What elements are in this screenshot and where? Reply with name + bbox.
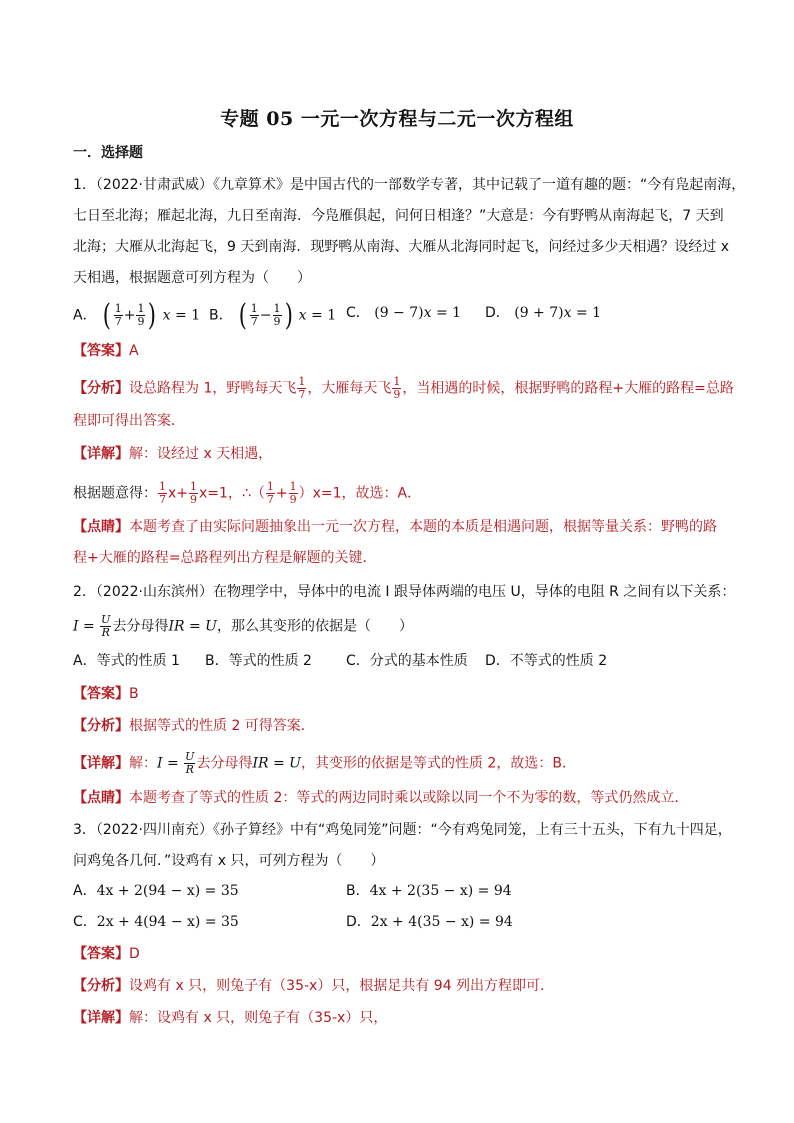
q1-option-b: B． ( $\frac{1}{7}$ − $\frac{1}{9}$ ) x = 1 xyxy=(209,297,337,333)
q2-option-d: D．不等式的性质 2 xyxy=(485,653,608,669)
q2-option-a: A．等式的性质 1 xyxy=(73,653,180,669)
q2-analysis xyxy=(73,716,315,736)
analysis-tag: 【分析】 xyxy=(73,718,129,734)
q1-text-line-3: 北海；大雁从北海起飞，9 天到南海．现野鸭从南海、大雁从北海同时起飞，问经过多少天相遇？设经过 x xyxy=(73,239,730,255)
q2-detail: 【详解】解：I = $\frac{U}{R}$ 去分母得IR = U，其变形的依据是等式的性质 2，故选：B． xyxy=(73,750,576,776)
q3-option-c-label: C． xyxy=(73,914,97,930)
q2-answer xyxy=(73,684,139,704)
answer-tag: 【答案】 xyxy=(73,343,129,359)
q3-detail xyxy=(73,1008,387,1028)
q2-text-line-2: I = $\frac{U}{R}$ 去分母得IR = U，那么其变形的依据是（ ） xyxy=(73,613,413,639)
q2-option-c: C．分式的基本性质 xyxy=(346,653,468,669)
q1-comment-line-2: 程+大雁的路程=总路程列出方程是解题的关键． xyxy=(73,550,377,566)
q1-analysis-line-1: 【分析】设总路程为 1，野鸭每天飞 $\frac{1}{7}$ ，大雁每天飞 $\frac{1}{9}$ ，当相遇的时候，根据野鸭的路程+大雁的路程=总路 xyxy=(73,375,734,401)
q1-option-d: D． (9 + 7)x = 1 xyxy=(485,305,602,321)
q2-option-b: B．等式的性质 2 xyxy=(205,653,312,669)
q1-analysis-text-a: 设总路程为 1，野鸭每天飞 xyxy=(129,380,297,397)
q1-option-b-label: B． xyxy=(209,307,233,324)
q1-answer-value: A xyxy=(129,343,139,359)
analysis-tag: 【分析】 xyxy=(73,380,129,397)
q2-detail-text-b: 去分母得 xyxy=(196,755,253,772)
q1-option-c-label: C． xyxy=(346,305,370,321)
q1-detail2-text-c: x=1，∴（ xyxy=(199,485,265,502)
q3-option-d-expr: 2x + 4(35 − x) = 94 xyxy=(370,914,513,930)
q2-line2-text-c: ，那么其变形的依据是（ ） xyxy=(216,618,413,635)
q1-text-line-2: 七日至北海；雁起北海，九日至南海．今凫雁俱起，问何日相逢？”大意是：今有野鸭从南海起飞，7 天到 xyxy=(73,208,724,224)
q2-text-line-1: 2．（2022·山东滨州）在物理学中，导体中的电流 I 跟导体两端的电压 U，导体的电阻 R 之间有以下关系： xyxy=(73,584,736,600)
q1-option-d-label: D． xyxy=(485,305,510,321)
q3-option-c-expr: 2x + 4(94 − x) = 35 xyxy=(96,914,239,930)
comment-tag: 【点睛】 xyxy=(73,790,129,806)
q2-comment xyxy=(73,788,688,808)
q3-option-b xyxy=(346,881,512,901)
analysis-tag: 【分析】 xyxy=(73,978,129,994)
q3-answer-value: D xyxy=(129,946,140,962)
q3-option-b-label: B． xyxy=(346,883,370,899)
q1-option-a-label: A． xyxy=(73,307,97,324)
q1-detail-line-2: 根据题意得： $\frac{1}{7}$ x+ $\frac{1}{9}$ x=1，∴（ $\frac{1}{7}$ + $\frac{1}{9}$ ）x=1，故选：A． xyxy=(73,480,422,506)
q3-analysis xyxy=(73,976,554,996)
answer-tag: 【答案】 xyxy=(73,686,129,702)
q1-comment-text: 本题考查了由实际问题抽象出一元一次方程，本题的本质是相遇问题，根据等量关系：野鸭的路 xyxy=(129,519,717,535)
q3-option-c xyxy=(73,912,239,932)
q3-option-a xyxy=(73,881,239,901)
q3-option-a-label: A． xyxy=(73,883,97,899)
q2-answer-value: B xyxy=(129,686,139,702)
detail-tag: 【详解】 xyxy=(73,755,129,772)
q3-option-d xyxy=(346,912,513,932)
section-heading: 一．选择题 xyxy=(73,145,143,161)
q1-detail-line-1 xyxy=(73,444,272,464)
q3-analysis-text: 设鸡有 x 只，则兔子有（35-x）只，根据足共有 94 列出方程即可． xyxy=(129,978,555,994)
q2-detail-text-a: 解： xyxy=(129,755,157,772)
q1-option-c: C． (9 − 7)x = 1 xyxy=(346,305,462,321)
q1-analysis-line-2: 程即可得出答案． xyxy=(73,413,185,429)
q1-text-line-4: 天相遇，根据题意可列方程为（ ） xyxy=(73,270,311,286)
q3-detail-text: 解：设鸡有 x 只，则兔子有（35-x）只， xyxy=(129,1010,388,1026)
q3-answer xyxy=(73,944,140,964)
q2-detail-text-c: ，其变形的依据是等式的性质 2，故选：B． xyxy=(300,755,576,772)
q2-comment-text: 本题考查了等式的性质 2：等式的两边同时乘以或除以同一个不为零的数，等式仍然成立． xyxy=(129,790,689,806)
answer-tag: 【答案】 xyxy=(73,946,129,962)
q1-comment-line-1 xyxy=(73,517,717,537)
q1-option-a: A． ( $\frac{1}{7}$ + $\frac{1}{9}$ ) x = 1 xyxy=(73,297,201,333)
q1-text-line-1: 1．（2022·甘肃武威）《九章算术》是中国古代的一部数学专著，其中记载了一道有趣的题：“今有凫起南海， xyxy=(73,177,746,193)
q3-text-line-1: 3．（2022·四川南充）《孙子算经》中有“鸡兔同笼”问题：“今有鸡兔同笼，上有三十五头，下有九十四足， xyxy=(73,822,732,838)
q1-answer xyxy=(73,341,139,361)
q1-detail2-text-a: 根据题意得： xyxy=(73,485,157,502)
q1-detail2-text-d: ）x=1，故选：A． xyxy=(298,485,422,502)
q3-option-d-label: D． xyxy=(346,914,371,930)
detail-tag: 【详解】 xyxy=(73,1010,129,1026)
q3-option-b-expr: 4x + 2(35 − x) = 94 xyxy=(369,883,512,899)
q1-analysis-text-b: ，大雁每天飞 xyxy=(307,380,392,397)
q3-text-line-2: 问鸡兔各几何．”设鸡有 x 只，可列方程为（ ） xyxy=(73,853,385,869)
q1-detail-text: 解：设经过 x 天相遇， xyxy=(129,446,273,462)
q3-option-a-expr: 4x + 2(94 − x) = 35 xyxy=(96,883,239,899)
q1-analysis-text-c: ，当相遇的时候，根据野鸭的路程+大雁的路程=总路 xyxy=(402,380,734,397)
q1-detail2-text-b: x+ xyxy=(168,485,189,502)
comment-tag: 【点睛】 xyxy=(73,519,129,535)
detail-tag: 【详解】 xyxy=(73,446,129,462)
page-title: 专题 05 一元一次方程与二元一次方程组 xyxy=(220,108,574,130)
q2-analysis-text: 根据等式的性质 2 可得答案． xyxy=(129,718,315,734)
q2-line2-text-b: 去分母得 xyxy=(112,618,169,635)
